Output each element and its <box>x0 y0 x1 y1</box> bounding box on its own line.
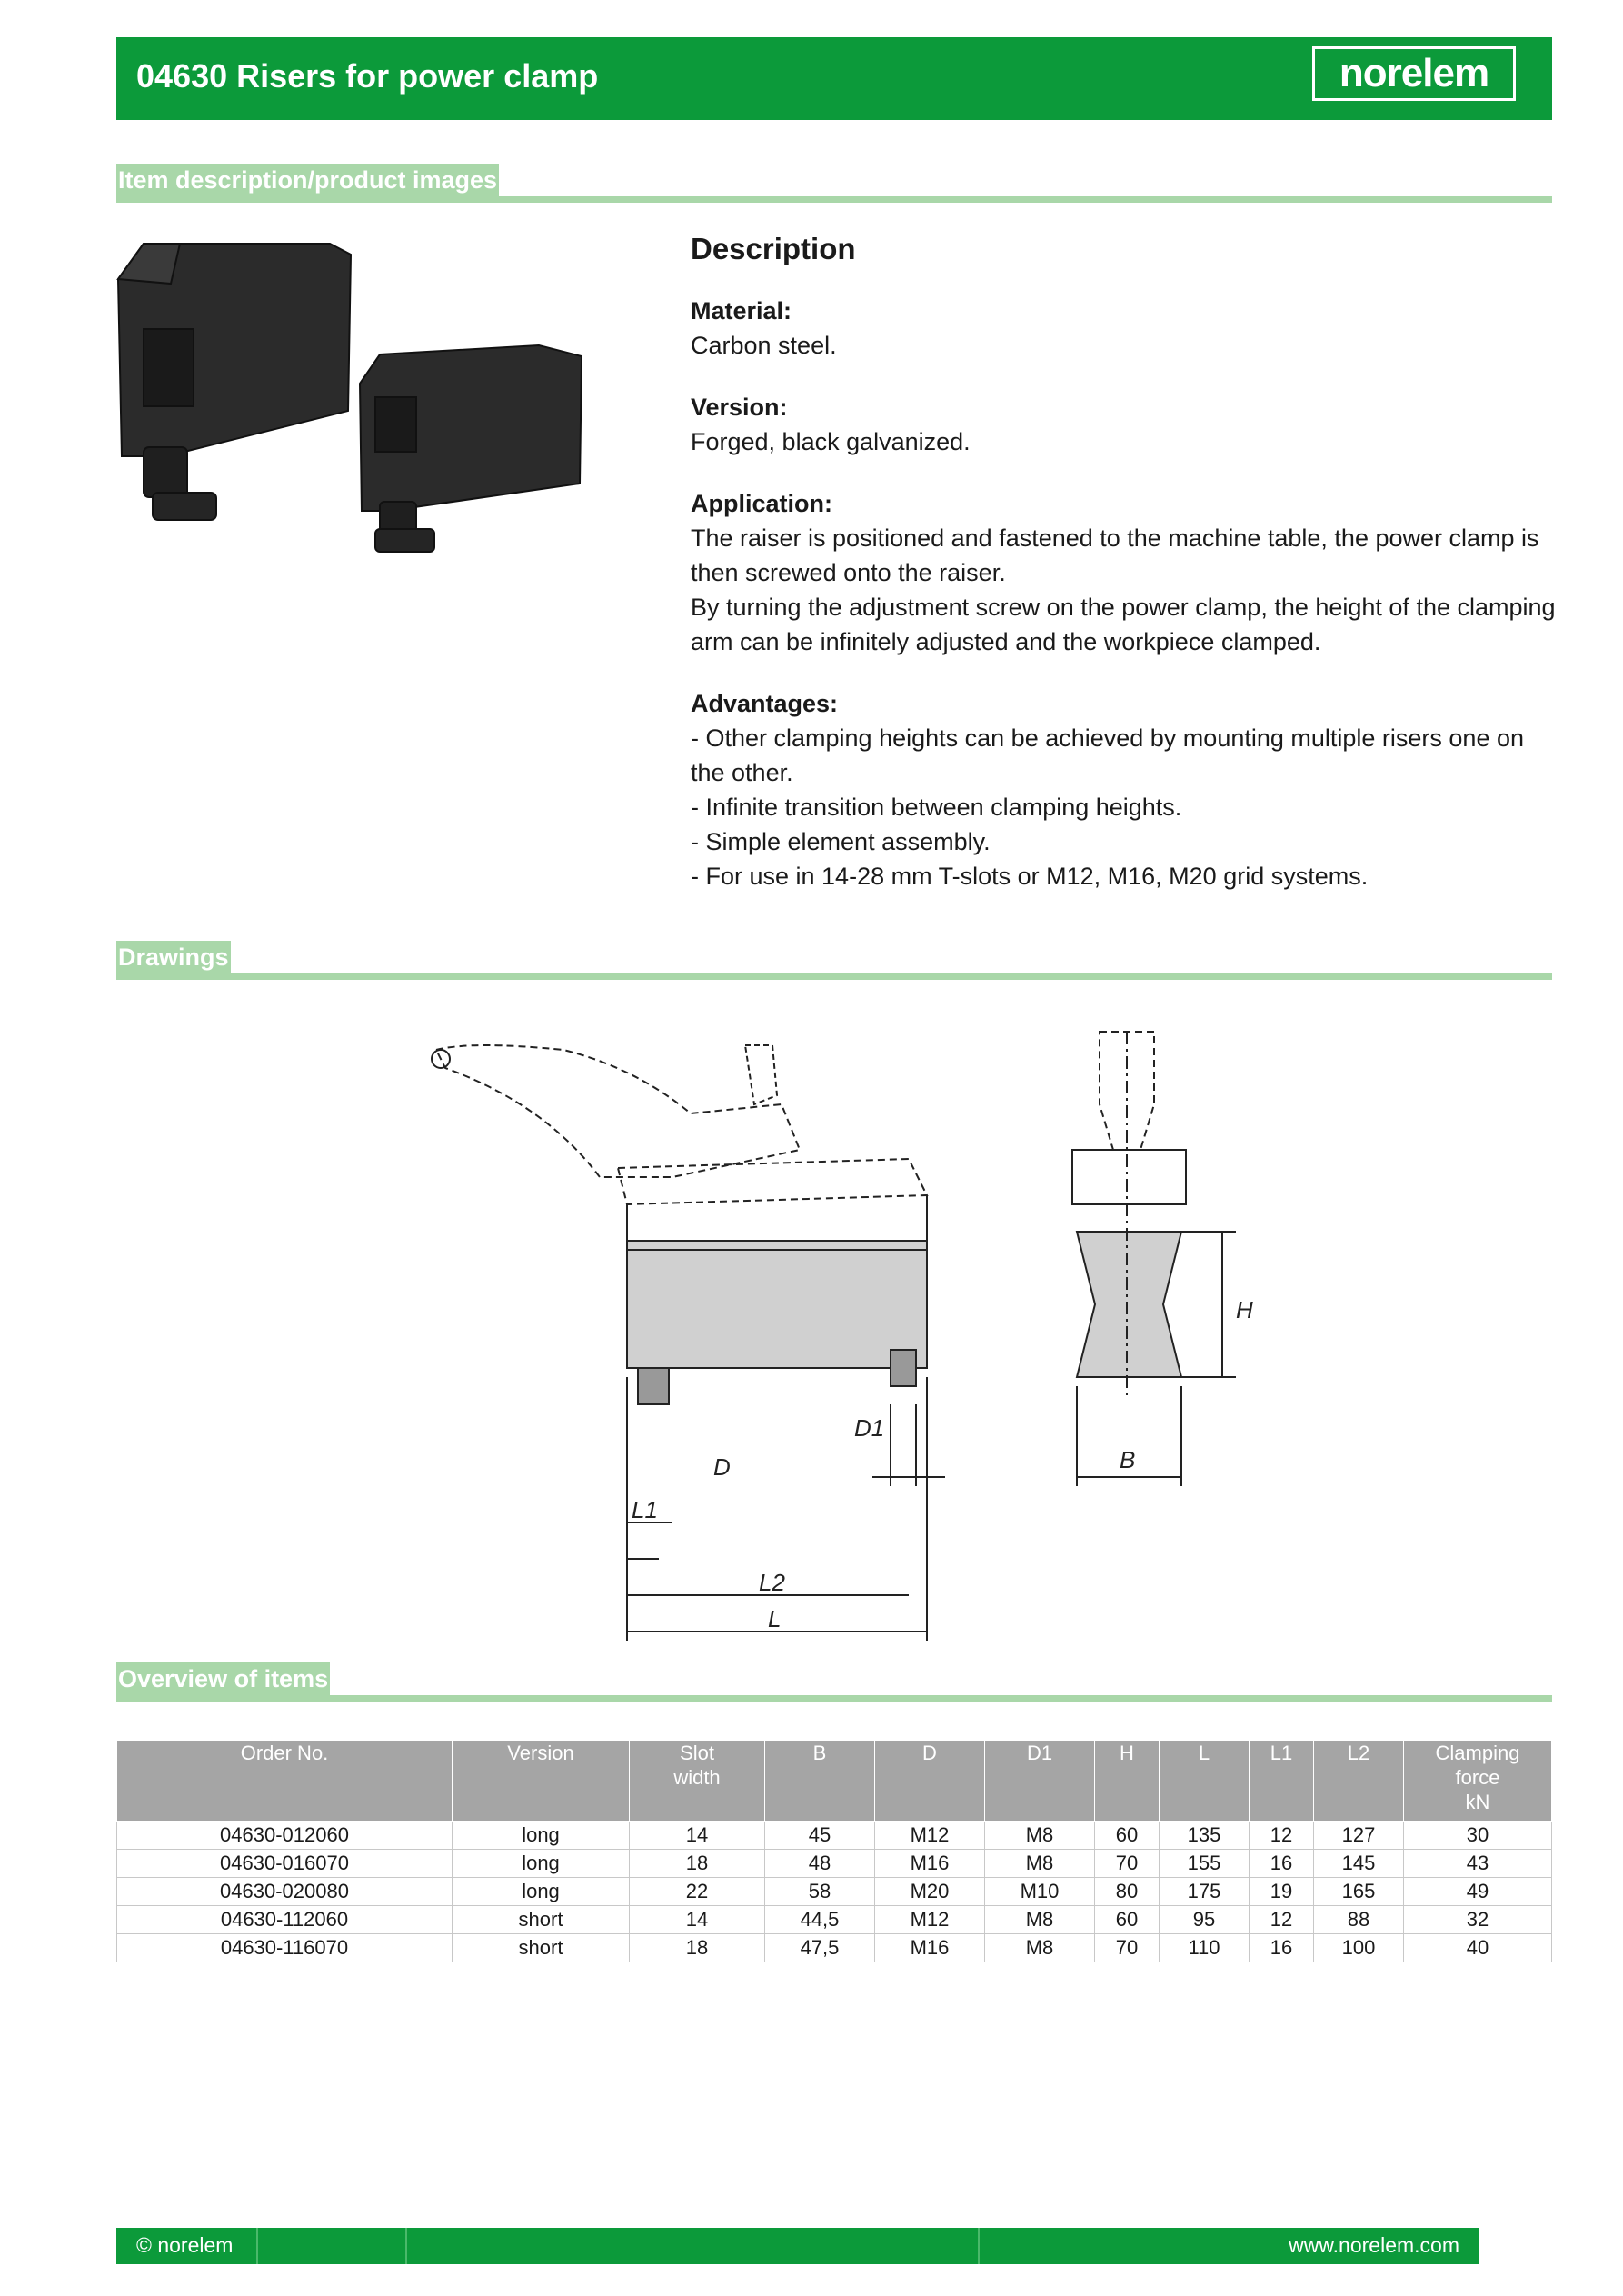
table-cell: 22 <box>630 1878 765 1906</box>
table-cell: M12 <box>875 1822 985 1850</box>
table-cell: 80 <box>1095 1878 1160 1906</box>
table-cell: long <box>453 1822 630 1850</box>
table-cell: 60 <box>1095 1906 1160 1934</box>
section-divider <box>116 196 1552 203</box>
table-cell: M8 <box>985 1850 1095 1878</box>
application-text-2: By turning the adjustment screw on the power clamp, the height of the clamping arm can be infinitely adjusted and the workpiece clamped. <box>691 594 1556 655</box>
section-images <box>116 164 1552 207</box>
table-cell: 88 <box>1314 1906 1404 1934</box>
table-cell: 155 <box>1160 1850 1250 1878</box>
table-cell: long <box>453 1878 630 1906</box>
table-cell: 45 <box>765 1822 875 1850</box>
table-row <box>117 1878 1552 1906</box>
material-block <box>691 294 1563 363</box>
table-cell: 40 <box>1404 1934 1552 1962</box>
advantages-block <box>691 686 1563 893</box>
table-cell: short <box>453 1934 630 1962</box>
table-cell: 14 <box>630 1906 765 1934</box>
norelem-logo: norelem <box>1312 46 1516 101</box>
table-cell: 12 <box>1250 1906 1314 1934</box>
table-row <box>117 1906 1552 1934</box>
table-header-row <box>117 1741 1552 1822</box>
table-cell: 19 <box>1250 1878 1314 1906</box>
section-overview <box>116 1662 1552 1706</box>
dimension-label-l1: L1 <box>632 1496 658 1523</box>
table-cell: 43 <box>1404 1850 1552 1878</box>
table-cell: 04630-116070 <box>117 1934 453 1962</box>
dimension-label-d: D <box>713 1453 731 1481</box>
version-block <box>691 390 1563 459</box>
table-cell: M8 <box>985 1906 1095 1934</box>
table-cell: 47,5 <box>765 1934 875 1962</box>
table-cell: 04630-012060 <box>117 1822 453 1850</box>
footer-divider <box>256 2228 258 2264</box>
table-cell: 95 <box>1160 1906 1250 1934</box>
section-drawings <box>116 941 1552 984</box>
column-header: Slot width <box>630 1741 765 1822</box>
advantage-item: - For use in 14-28 mm T-slots or M12, M16, M20 grid systems. <box>691 863 1369 890</box>
table-cell: 04630-020080 <box>117 1878 453 1906</box>
table-cell: 32 <box>1404 1906 1552 1934</box>
table-cell: 175 <box>1160 1878 1250 1906</box>
table-row <box>117 1822 1552 1850</box>
column-header: Order No. <box>117 1741 453 1822</box>
advantages-heading: Advantages: <box>691 690 839 717</box>
version-text: Forged, black galvanized. <box>691 428 971 455</box>
table-cell: short <box>453 1906 630 1934</box>
table-cell: 165 <box>1314 1878 1404 1906</box>
table-cell: M8 <box>985 1822 1095 1850</box>
application-text-1: The raiser is positioned and fastened to the machine table, the power clamp is then screwed onto the raiser. <box>691 524 1539 586</box>
table-cell: 04630-112060 <box>117 1906 453 1934</box>
page-footer <box>116 2228 1479 2264</box>
column-header: B <box>765 1741 875 1822</box>
dimension-label-l2: L2 <box>759 1569 785 1596</box>
footer-divider <box>405 2228 407 2264</box>
application-block <box>691 486 1563 659</box>
description-title: Description <box>691 232 856 265</box>
table-cell: 18 <box>630 1850 765 1878</box>
column-header: D1 <box>985 1741 1095 1822</box>
column-header: H <box>1095 1741 1160 1822</box>
dimension-label-d1: D1 <box>854 1414 885 1442</box>
section-divider <box>116 1695 1552 1702</box>
website-link[interactable]: www.norelem.com <box>1289 2233 1459 2257</box>
table-cell: 135 <box>1160 1822 1250 1850</box>
table-cell: M10 <box>985 1878 1095 1906</box>
section-divider <box>116 973 1552 980</box>
technical-drawing <box>400 1013 1272 1650</box>
advantage-item: - Infinite transition between clamping heights. <box>691 794 1182 821</box>
page-header <box>116 37 1552 120</box>
version-heading: Version: <box>691 394 788 421</box>
table-cell: 60 <box>1095 1822 1160 1850</box>
table-cell: M12 <box>875 1906 985 1934</box>
description-block <box>691 232 1563 921</box>
footer-copyright: © norelem <box>136 2233 234 2257</box>
table-cell: 44,5 <box>765 1906 875 1934</box>
section-overview-label: Overview of items <box>116 1662 330 1695</box>
advantage-item: - Simple element assembly. <box>691 828 991 855</box>
table-cell: 70 <box>1095 1934 1160 1962</box>
material-text: Carbon steel. <box>691 332 837 359</box>
table-cell: 16 <box>1250 1934 1314 1962</box>
advantage-item: - Other clamping heights can be achieved by mounting multiple risers one on the other. <box>691 724 1524 786</box>
table-cell: 100 <box>1314 1934 1404 1962</box>
table-cell: 58 <box>765 1878 875 1906</box>
table-cell: 18 <box>630 1934 765 1962</box>
application-heading: Application: <box>691 490 832 517</box>
material-heading: Material: <box>691 297 792 324</box>
table-cell: 30 <box>1404 1822 1552 1850</box>
column-header: Version <box>453 1741 630 1822</box>
table-cell: 110 <box>1160 1934 1250 1962</box>
table-row <box>117 1934 1552 1962</box>
table-cell: 48 <box>765 1850 875 1878</box>
dimension-label-b: B <box>1120 1446 1136 1473</box>
table-cell: 127 <box>1314 1822 1404 1850</box>
dimension-label-h: H <box>1236 1296 1253 1323</box>
product-image <box>116 238 589 556</box>
table-cell: 145 <box>1314 1850 1404 1878</box>
table-cell: 49 <box>1404 1878 1552 1906</box>
table-row <box>117 1850 1552 1878</box>
table-cell: 16 <box>1250 1850 1314 1878</box>
table-cell: 70 <box>1095 1850 1160 1878</box>
table-cell: M16 <box>875 1850 985 1878</box>
table-cell: M16 <box>875 1934 985 1962</box>
dimension-label-l: L <box>768 1605 782 1632</box>
page-title: 04630 Risers for power clamp <box>136 57 599 95</box>
column-header: L1 <box>1250 1741 1314 1822</box>
table-cell: 14 <box>630 1822 765 1850</box>
column-header: L2 <box>1314 1741 1404 1822</box>
table-cell: M8 <box>985 1934 1095 1962</box>
table-cell: 12 <box>1250 1822 1314 1850</box>
section-drawings-label: Drawings <box>116 941 231 973</box>
footer-divider <box>978 2228 980 2264</box>
column-header: L <box>1160 1741 1250 1822</box>
section-images-label: Item description/product images <box>116 164 499 196</box>
column-header: D <box>875 1741 985 1822</box>
table-cell: 04630-016070 <box>117 1850 453 1878</box>
column-header: Clamping force kN <box>1404 1741 1552 1822</box>
table-cell: M20 <box>875 1878 985 1906</box>
table-cell: long <box>453 1850 630 1878</box>
items-table <box>116 1740 1552 1962</box>
